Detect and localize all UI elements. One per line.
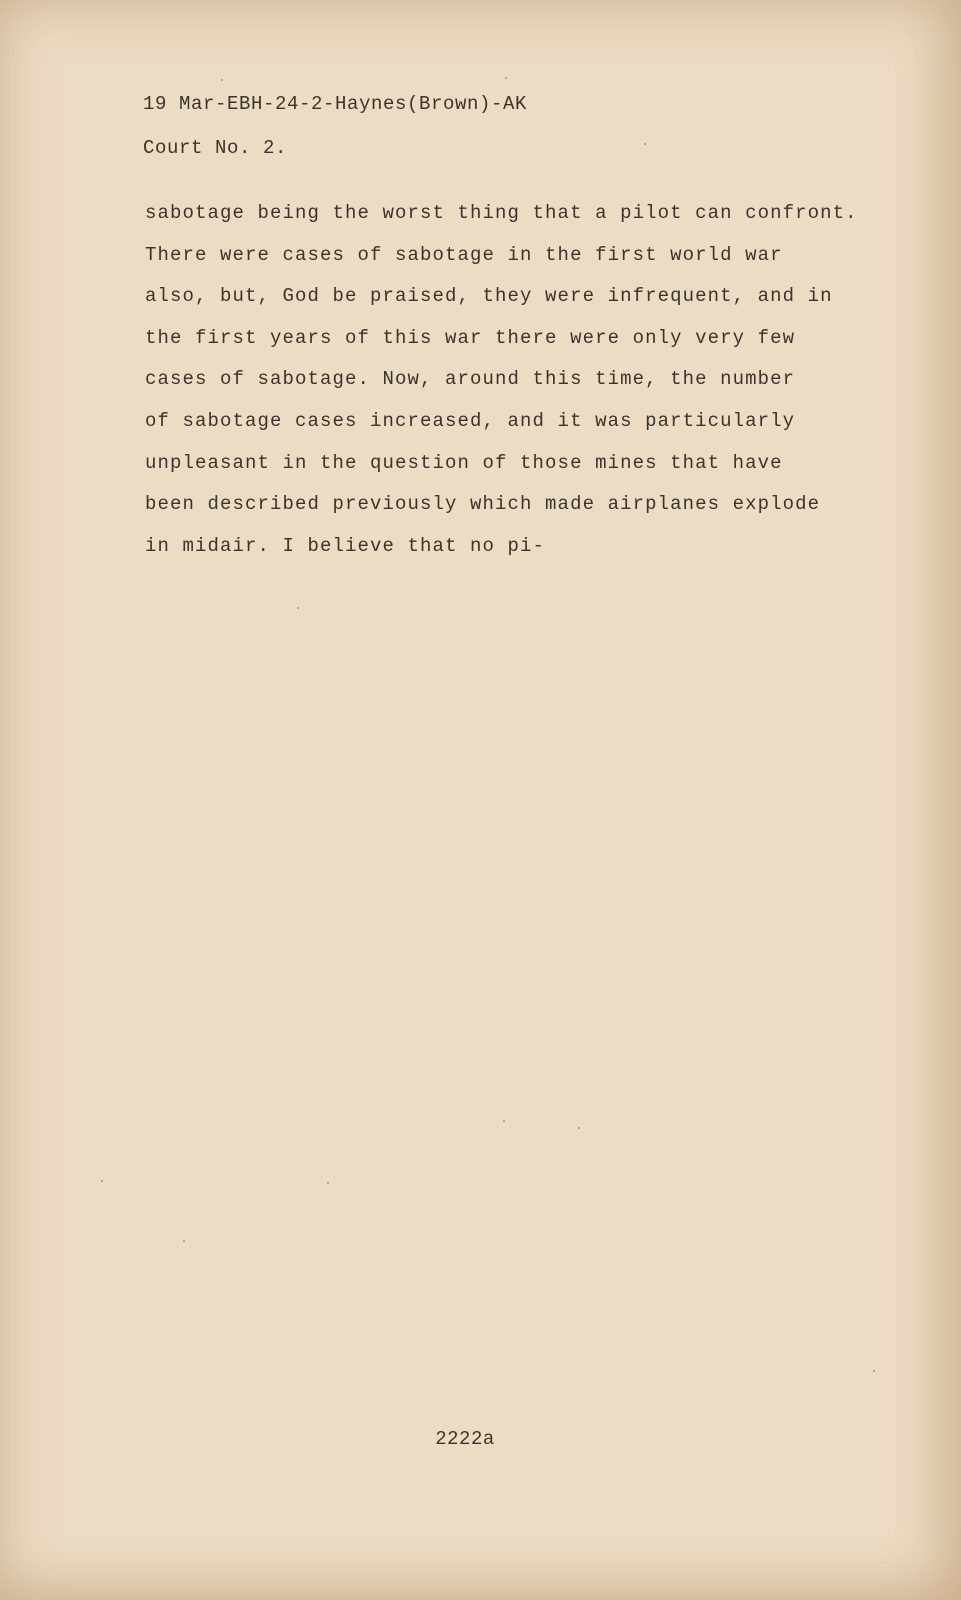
text-line: of sabotage cases increased, and it was particularly [145,409,796,432]
paper-speck [644,143,646,145]
text-line: unpleasant in the question of those mines that have [145,451,783,474]
paper-speck [505,77,507,79]
paper-speck [183,1240,185,1242]
paper-speck [327,1182,329,1184]
text-line: been described previously which made airplanes explode [145,493,821,516]
text-line: the first years of this war there were only very few [145,326,796,349]
paper-speck [221,79,223,81]
paper-speck [578,1127,580,1129]
text-line: sabotage being the worst thing that a pilot can confront. [145,202,858,224]
document-reference: 19 Mar-EBH-24-2-Haynes(Brown)-AK [143,93,528,115]
paper-speck [503,1120,505,1122]
paper-speck [101,1180,103,1182]
transcript-text [145,193,865,567]
text-line: in midair. I believe that no pi- [145,534,546,557]
text-line: cases of sabotage. Now, around this time, the number [145,368,796,391]
paper-speck [297,607,299,609]
text-line: There were cases of sabotage in the first world war [145,243,783,266]
page-number: 2222a [435,1428,495,1450]
text-line: also, but, God be praised, they were infrequent, and in [145,285,833,308]
court-number: Court No. 2. [143,137,288,159]
paper-speck [873,1370,875,1372]
